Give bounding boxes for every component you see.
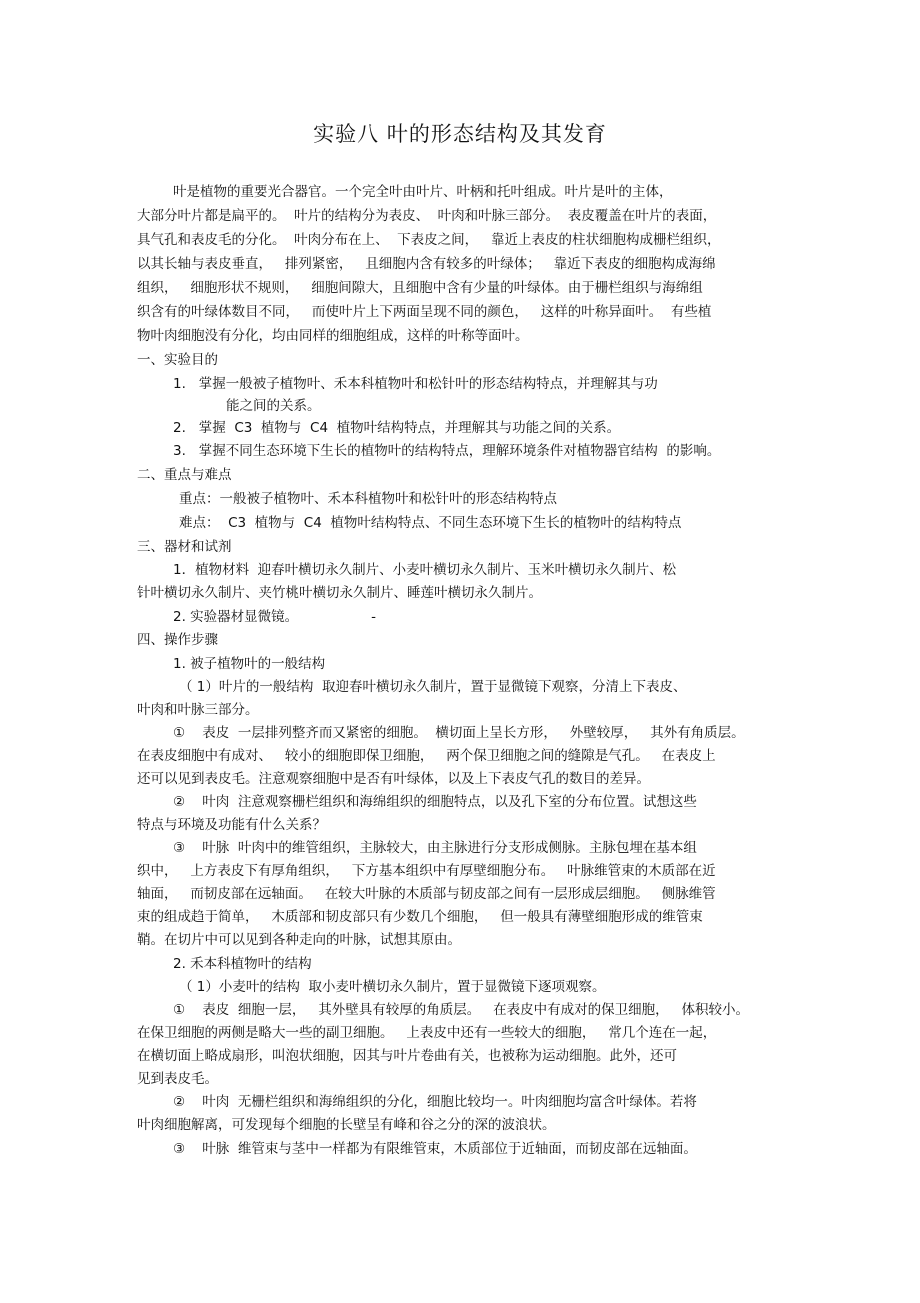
text-line: 难点： C3 植物与 C4 植物叶结构特点、不同生态环境下生长的植物叶的结构特点 bbox=[179, 515, 682, 531]
text-line: 织含有的叶绿体数目不同， 而使叶片上下两面呈现不同的颜色， 这样的叶称异面叶。 有些植 bbox=[137, 304, 712, 320]
list-item: 1. 掌握一般被子植物叶、禾本科植物叶和松针叶的形态结构特点，并理解其与功 bbox=[173, 376, 658, 392]
text-line: ① 表皮 细胞一层， 其外壁具有较厚的角质层。 在表皮中有成对的保卫细胞， 体积较小。 bbox=[173, 1002, 749, 1018]
text-line: 重点：一般被子植物叶、禾本科植物叶和松针叶的形态结构特点 bbox=[179, 491, 557, 507]
text-line: 在表皮细胞中有成对、 较小的细胞即保卫细胞， 两个保卫细胞之间的缝隙是气孔。 在表皮上 bbox=[137, 748, 716, 764]
section-heading: 二、重点与难点 bbox=[137, 467, 232, 483]
text-line: 特点与环境及功能有什么关系？ bbox=[137, 817, 326, 833]
text-line: 织中， 上方表皮下有厚角组织， 下方基本组织中有厚壁细胞分布。 叶脉维管束的木质部在近 bbox=[137, 863, 716, 879]
text-line: 大部分叶片都是扁平的。 叶片的结构分为表皮、 叶肉和叶脉三部分。 表皮覆盖在叶片的表面， bbox=[137, 208, 717, 224]
text-line: ① 表皮 一层排列整齐而又紧密的细胞。 横切面上呈长方形， 外壁较厚， 其外有角质层。 bbox=[173, 725, 745, 741]
subsection-heading: 1. 被子植物叶的一般结构 bbox=[173, 656, 326, 672]
subsection-heading: 2. 禾本科植物叶的结构 bbox=[173, 956, 312, 972]
text-line: 见到表皮毛。 bbox=[137, 1071, 218, 1087]
text-line: 2. 实验器材显微镜。 - bbox=[173, 609, 376, 625]
text-line: （ 1）小麦叶的结构 取小麦叶横切永久制片，置于显微镜下逐项观察。 bbox=[179, 979, 606, 995]
text-line: ② 叶肉 注意观察栅栏组织和海绵组织的细胞特点，以及孔下室的分布位置。试想这些 bbox=[173, 794, 697, 810]
text-line: 具气孔和表皮毛的分化。 叶肉分布在上、 下表皮之间， 靠近上表皮的柱状细胞构成栅栏组织， bbox=[137, 232, 721, 248]
text-line: ③ 叶脉 维管束与茎中一样都为有限维管束，木质部位于近轴面，而韧皮部在远轴面。 bbox=[173, 1141, 697, 1157]
page-title: 实验八 叶的形态结构及其发育 bbox=[313, 122, 607, 146]
section-heading: 一、实验目的 bbox=[137, 352, 218, 368]
text-line: ③ 叶脉 叶肉中的维管组织，主脉较大，由主脉进行分支形成侧脉。主脉包埋在基本组 bbox=[173, 840, 697, 856]
text-line: （ 1）叶片的一般结构 取迎春叶横切永久制片，置于显微镜下观察，分清上下表皮、 bbox=[179, 679, 687, 695]
list-item-continuation: 能之间的关系。 bbox=[226, 398, 321, 414]
text-line: 鞘。在切片中可以见到各种走向的叶脉，试想其原由。 bbox=[137, 932, 461, 948]
text-line: 还可以见到表皮毛。注意观察细胞中是否有叶绿体，以及上下表皮气孔的数目的差异。 bbox=[137, 771, 650, 787]
list-item: 3. 掌握不同生态环境下生长的植物叶的结构特点，理解环境条件对植物器官结构 的影响。 bbox=[173, 443, 721, 459]
text-line: 在横切面上略成扇形，叫泡状细胞，因其与叶片卷曲有关，也被称为运动细胞。此外，还可 bbox=[137, 1048, 677, 1064]
text-line: 针叶横切永久制片、夹竹桃叶横切永久制片、睡莲叶横切永久制片。 bbox=[137, 585, 542, 601]
section-heading: 四、操作步骤 bbox=[137, 632, 218, 648]
text-line: 叶肉和叶脉三部分。 bbox=[137, 702, 259, 718]
text-line: 叶肉细胞解离，可发现每个细胞的长壁呈有峰和谷之分的深的波浪状。 bbox=[137, 1117, 556, 1133]
text-line: 叶是植物的重要光合器官。一个完全叶由叶片、叶柄和托叶组成。叶片是叶的主体， bbox=[173, 184, 673, 200]
text-line: 组织， 细胞形状不规则， 细胞间隙大，且细胞中含有少量的叶绿体。由于栅栏组织与海绵组 bbox=[137, 280, 703, 296]
text-line: 物叶肉细胞没有分化，均由同样的细胞组成，这样的叶称等面叶。 bbox=[137, 328, 529, 344]
text-line: 束的组成趋于简单， 木质部和韧皮部只有少数几个细胞， 但一般具有薄壁细胞形成的维管束 bbox=[137, 909, 703, 925]
text-line: ② 叶肉 无栅栏组织和海绵组织的分化，细胞比较均一。叶肉细胞均富含叶绿体。若将 bbox=[173, 1094, 697, 1110]
list-item: 2. 掌握 C3 植物与 C4 植物叶结构特点，并理解其与功能之间的关系。 bbox=[173, 420, 621, 436]
section-heading: 三、器材和试剂 bbox=[137, 539, 232, 555]
text-line: 1．植物材料 迎春叶横切永久制片、小麦叶横切永久制片、玉米叶横切永久制片、松 bbox=[173, 562, 677, 578]
text-line: 轴面， 而韧皮部在远轴面。 在较大叶脉的木质部与韧皮部之间有一层形成层细胞。 侧脉维管 bbox=[137, 886, 716, 902]
text-line: 在保卫细胞的两侧是略大一些的副卫细胞。 上表皮中还有一些较大的细胞， 常几个连在一起， bbox=[137, 1025, 717, 1041]
text-line: 以其长轴与表皮垂直， 排列紧密， 且细胞内含有较多的叶绿体； 靠近下表皮的细胞构成海绵 bbox=[137, 256, 716, 272]
